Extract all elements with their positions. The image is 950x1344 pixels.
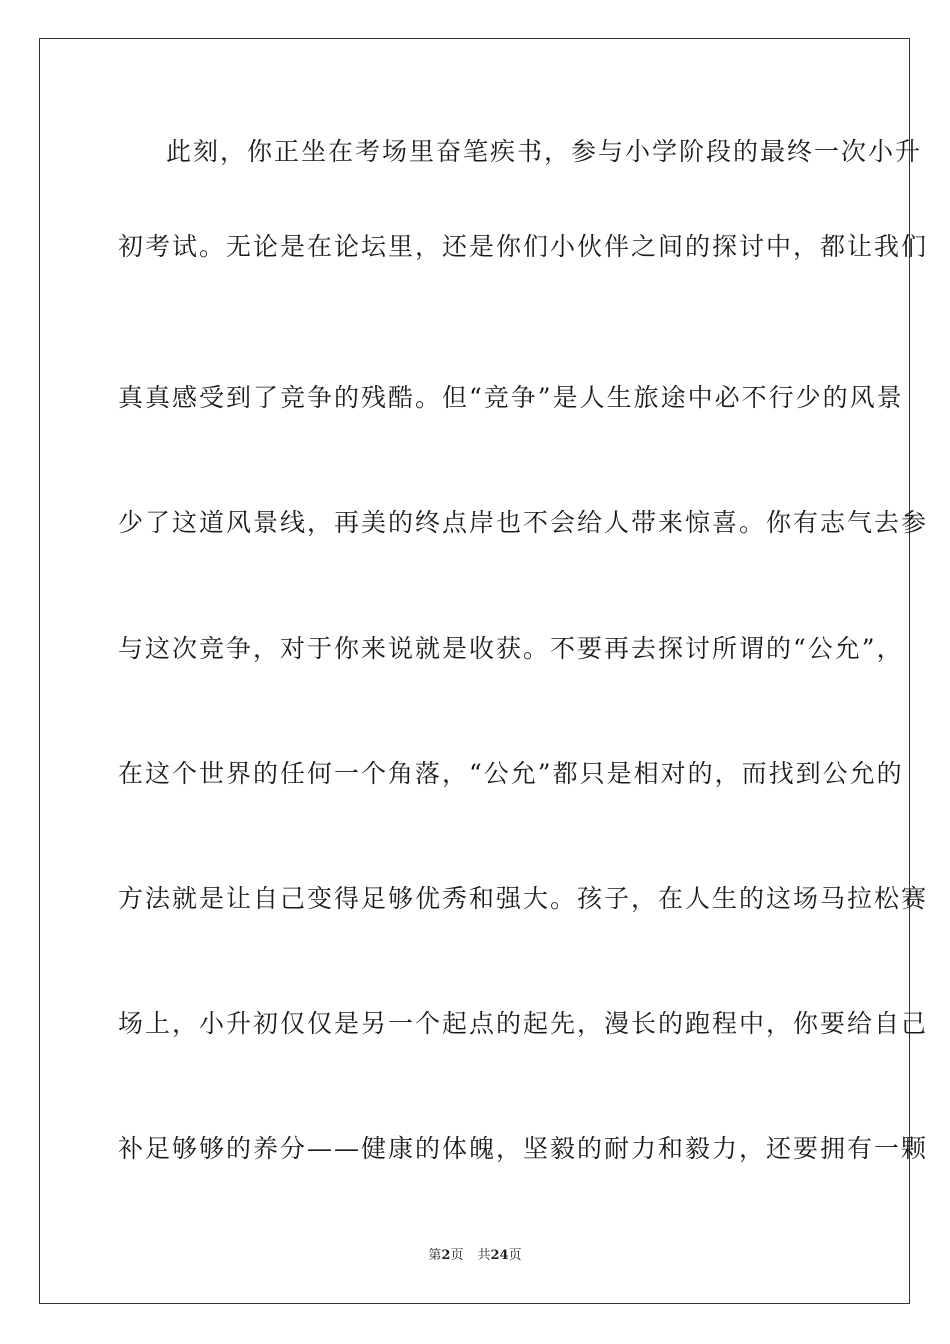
text-line-6: 在这个世界的任何一个角落，“公允”都只是相对的，而找到公允的 (118, 759, 904, 788)
page-number: 第2页 (428, 1248, 464, 1263)
page-footer (0, 1246, 950, 1266)
text-line-5: 与这次竞争，对于你来说就是收获。不要再去探讨所谓的“公允”， (118, 634, 904, 663)
text-line-1: 此刻，你正坐在考场里奋笔疾书，参与小学阶段的最终一次小升 (166, 137, 923, 166)
text-line-2: 初考试。无论是在论坛里，还是你们小伙伴之间的探讨中，都让我们 (118, 232, 929, 261)
text-line-8: 场上，小升初仅仅是另一个起点的起先，漫长的跑程中，你要给自己 (118, 1009, 929, 1038)
text-line-7: 方法就是让自己变得足够优秀和强大。孩子，在人生的这场马拉松赛 (118, 884, 929, 913)
text-line-4: 少了这道风景线，再美的终点岸也不会给人带来惊喜。你有志气去参 (118, 508, 929, 537)
page-border (39, 38, 929, 1304)
text-line-9: 补足够够的养分——健康的体魄，坚毅的耐力和毅力，还要拥有一颗 (118, 1134, 929, 1163)
text-line-3: 真真感受到了竞争的残酷。但“竞争”是人生旅途中必不行少的风景 (118, 383, 904, 412)
total-pages: 共24页 (477, 1248, 522, 1263)
